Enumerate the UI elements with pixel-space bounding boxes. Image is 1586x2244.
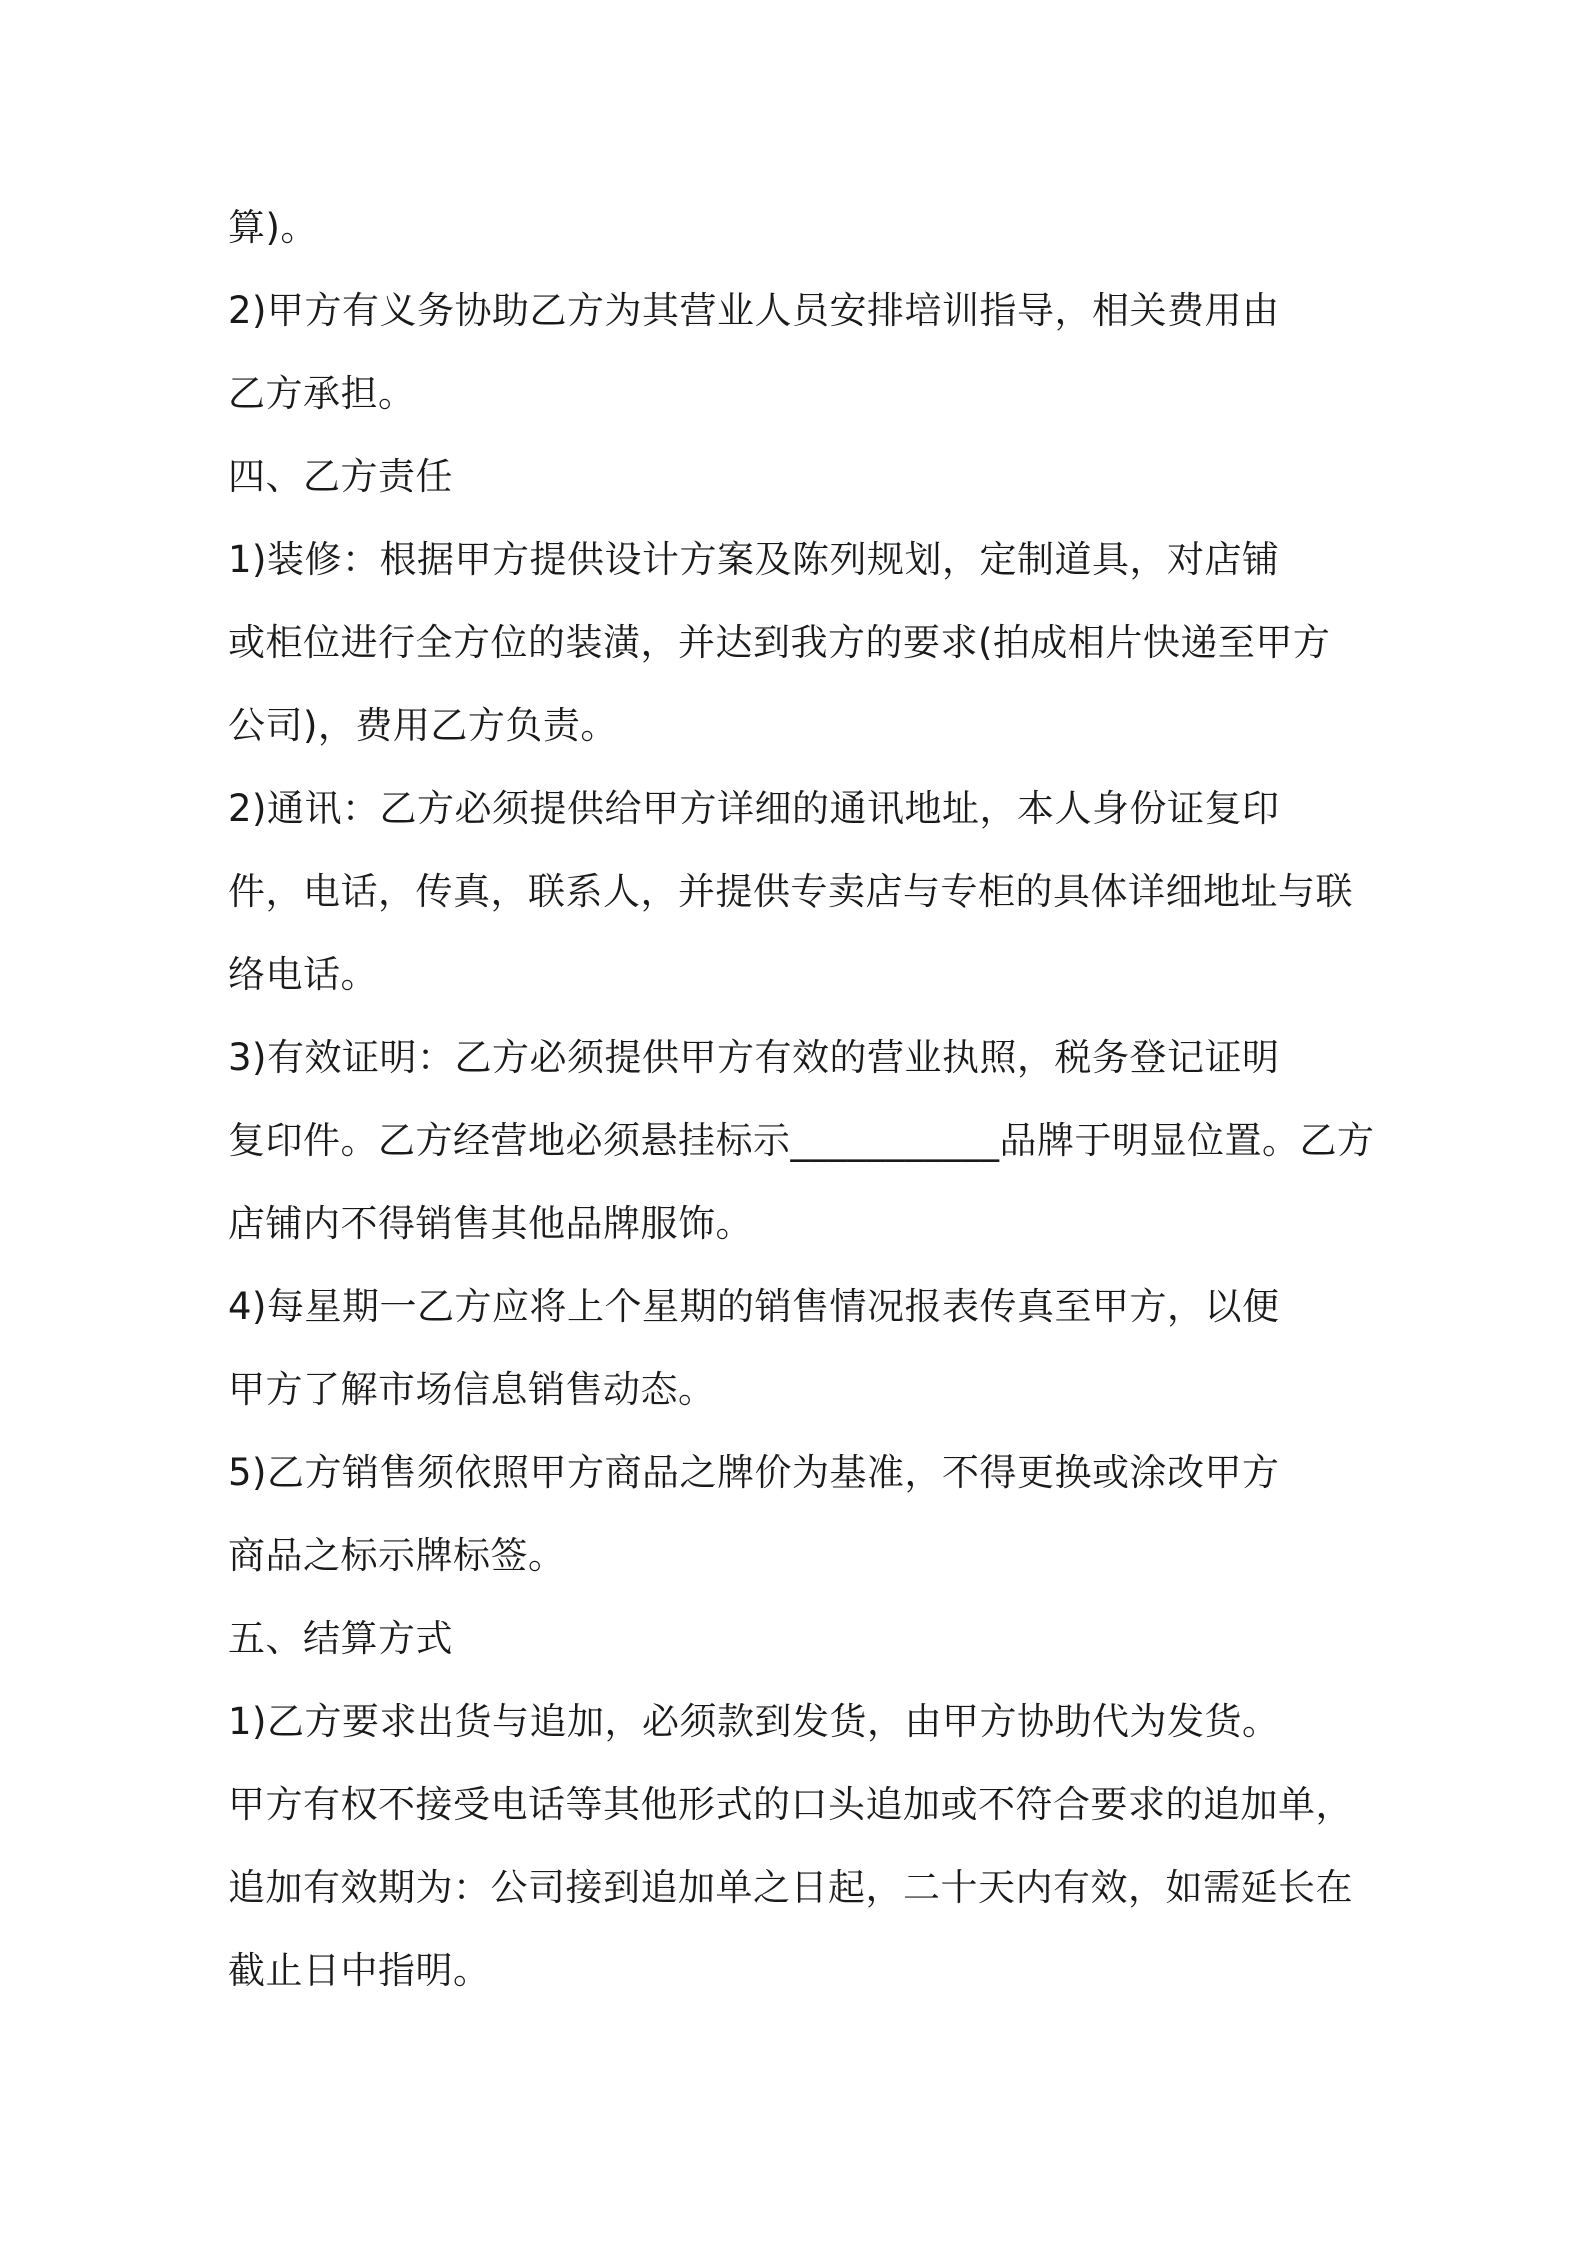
text-line: 1)乙方要求出货与追加，必须款到发货，由甲方协助代为发货。 [228, 1700, 1280, 1743]
text-line: 公司)，费用乙方负责。 [228, 704, 618, 747]
text-line: 甲方了解市场信息销售动态。 [228, 1368, 716, 1411]
text-line: 2)通讯：乙方必须提供给甲方详细的通讯地址，本人身份证复印 [228, 787, 1280, 830]
text-line: 2)甲方有义务协助乙方为其营业人员安排培训指导，相关费用由 [228, 289, 1280, 332]
text-line: 或柜位进行全方位的装潢，并达到我方的要求(拍成相片快递至甲方 [228, 621, 1331, 664]
text-line: 5)乙方销售须依照甲方商品之牌价为基准，不得更换或涂改甲方 [228, 1451, 1280, 1494]
section-heading: 四、乙方责任 [228, 455, 453, 498]
text-line: 截止日中指明。 [228, 1949, 491, 1992]
text-line: 复印件。乙方经营地必须悬挂标示___________品牌于明显位置。乙方 [228, 1119, 1375, 1162]
text-line: 甲方有权不接受电话等其他形式的口头追加或不符合要求的追加单， [228, 1783, 1353, 1826]
text-line: 乙方承担。 [228, 372, 416, 415]
text-line: 络电话。 [228, 953, 378, 996]
text-line: 3)有效证明：乙方必须提供甲方有效的营业执照，税务登记证明 [228, 1036, 1280, 1079]
section-heading: 五、结算方式 [228, 1617, 453, 1660]
text-line: 商品之标示牌标签。 [228, 1534, 566, 1577]
text-line: 追加有效期为：公司接到追加单之日起，二十天内有效，如需延长在 [228, 1866, 1353, 1909]
text-line: 1)装修：根据甲方提供设计方案及陈列规划，定制道具，对店铺 [228, 538, 1280, 581]
text-line: 算)。 [228, 206, 318, 249]
text-line: 件，电话，传真，联系人，并提供专卖店与专柜的具体详细地址与联 [228, 870, 1353, 913]
text-line: 4)每星期一乙方应将上个星期的销售情况报表传真至甲方，以便 [228, 1285, 1280, 1328]
text-line: 店铺内不得销售其他品牌服饰。 [228, 1202, 753, 1245]
